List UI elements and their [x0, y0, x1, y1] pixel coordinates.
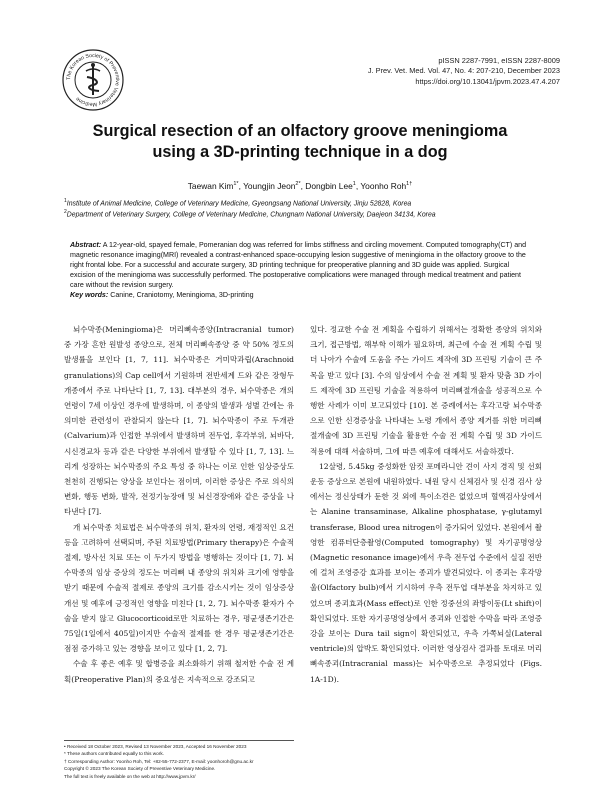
society-seal-icon	[62, 49, 124, 111]
footnote-corresponding: † Corresponding Author: Yoonho Roh, Tel: +82-55-772-2377, E-mail: yoonhoroh@gnu.ac.kr	[64, 758, 254, 764]
keywords	[70, 290, 530, 300]
author-sup: 1†	[406, 181, 413, 188]
body-column-left	[64, 322, 294, 687]
author-sup: 1	[352, 181, 356, 188]
affiliation-line	[64, 208, 560, 219]
footnote-copyright: Copyright © 2023 The Korean Society of Preventive Veterinary Medicine.	[64, 766, 216, 772]
abstract-body	[70, 240, 530, 290]
body-column-right	[310, 322, 542, 687]
issn-line: pISSN 2287-7991, eISSN 2287-8009	[438, 56, 560, 65]
body-paragraph: 뇌수막종(Meningioma)은 머리뼈속종양(Intracranial tumor) 중 가장 흔한 원발성 종양으로, 전체 머리뼈속종양 중 약 50% 정도의 발생률을 보인다 [1, 7, 11]. 뇌수막종은 거미막과립(Arachnoid granulations)의 Cap cell에서 기원하며 전반세계 드와 같은 장형두개종에서 주로 나타난다 [1, 7, 13]. 대부분의 경우, 뇌수막종은 개의 연령이 7세 이상인 경우에 발생하며, 이 종양의 발생과 성별 간에는 유의미한 관련성이 관찰되지 않는다 [1, 7]. 뇌수막종이 주로 두개관(Calvarium)과 인접한 부위에서 발생하며 전두엽, 후각부위, 뇌바닥, 시신경교차 등과 같은 다양한 부위에서 발생할 수 있다 [1, 7, 13]. 느리게 성장하는 뇌수막종의 주요 특성 중 하나는 이로 인한 임상증상도 천천히 진행되는 양상을 보인다는 점이며, 이러한 증상은 주로 의식의 변화, 행동 변화, 발작, 전정기능장애 및 뇌신경장애와 같은 증상을 나타낸다 [7].	[64, 325, 294, 517]
author-sup: 1*	[233, 181, 239, 188]
footnote-equal-contribution: * These authors contributed equally to this work.	[64, 751, 164, 757]
abstract-text: A 12-year-old, spayed female, Pomeranian dog was referred for limbs stiffness and circling movement. Computed tomography(CT) and magnetic resonance imaging(MRI) revealed a contrast-enhanced space-occupying lesion suggestive of meningioma in the olfactory groove to the right frontal lobe. For a successful and accurate surgery, 3D printing technique for preoperative planning and 3D guide was applied. Surgical excision of the meningioma was successfully performed. The postoperative complications were managed through medical treatment and patient care without the revision surgery.	[70, 241, 527, 289]
article-title	[40, 121, 560, 163]
keywords-label: Key words:	[70, 291, 109, 299]
body-paragraph: 있다. 정교한 수술 전 계획을 수립하기 위해서는 정확한 종양의 위치와 크기, 접근방법, 해부학 이해가 필요하며, 최근에 수술 전 계획 수립 및 더 나아가 수술에 도움을 주는 가이드 제작에 3D 프린팅 기술이 큰 주목을 받고 있다 [3]. 수의 임상에서 수술 전 계획 및 환자 맞춤 3D 가이드 제작에 3D 프린팅 기술을 적용하여 머리뼈절개술을 성공적으로 수행한 사례가 이미 보고되었다 [10]. 본 증례에서는 후각고랑 뇌수막종으로 인한 신경증상을 나타내는 노령 개에서 종양 제거를 위한 머리뼈절개술에 3D 프린팅 기술을 활용한 수술 전 계획 수립 및 3D 가이드 적용에 대해 서술하며, 그에 따른 예후에 대해서도 서술하겠다.	[310, 325, 542, 456]
footnote-availability: The full text is freely available on the web at http://www.jpvm.kr/	[64, 773, 196, 779]
citation-line: J. Prev. Vet. Med. Vol. 47, No. 4: 207-210, December 2023	[367, 66, 560, 76]
author-name: Taewan Kim	[187, 181, 234, 191]
footnote-received: • Received 18 October 2023, Revised 13 November 2023, Accepted 16 November 2023	[64, 744, 247, 749]
society-logo	[62, 49, 124, 111]
affiliation-text: Institute of Animal Medicine, College of Veterinary Medicine, Gyeongsang National University, Jinju 52828, Korea	[66, 200, 412, 208]
logo-ring-text: The Korean Society of Preventive Veterinary Medicine	[65, 52, 121, 108]
abstract	[70, 240, 530, 300]
author-list: Taewan Kim$^{1*}$, Youngjin Jeon$^{2*}$, Dongbin Lee$^1$, Yoonho Roh$^{1\dagger}$	[187, 181, 413, 191]
author-name: Youngjin Jeon	[243, 181, 296, 191]
abstract-label: Abstract:	[70, 241, 102, 249]
body-paragraph: 12살령, 5.45kg 중성화한 암컷 포메라니안 견이 사지 경직 및 선회운동 증상으로 본원에 내원하였다. 내원 당시 신체검사 및 신경 검사 상에서는 정신상태가 둔한 것 외에 특이소견은 없었으며 혈액검사상에서는 Alanine transaminase, Alkaline phosphatase, γ-glutamyl transferase, Blood urea nitrogen이 증가되어 있었다. 본원에서 촬영한 컴퓨터단층촬영(Computed tomography) 및 자기공명영상(Magnetic resonance image)에서 우측 전두엽 수준에서 실질 전반에 걸쳐 조영증강 효과를 보이는 종괴가 발견되었다. 이 종괴는 후각망울(Olfactory bulb)에서 기시하여 우측 전두엽 대부분을 차지하고 있었으며 종괴효과(Mass effect)로 인한 정중선의 좌방이동(Lt shift)이 확인되었다. 또한 자기공명영상에서 종괴와 인접한 수막을 따라 조영증강을 보이는 Dura tail sign이 확인되었고, 우측 가쪽뇌실(Lateral ventricle)의 압박도 확인되었다. 이러한 영상검사 결과를 토대로 머리뼈속종괴(Intracranial mass)는 뇌수막종으로 추정되었다 (Figs. 1A-1D).	[310, 461, 542, 684]
affiliation-sup: 1	[64, 198, 67, 204]
title-line-2: using a 3D-printing technique in a dog	[152, 143, 448, 161]
keywords-text: Canine, Craniotomy, Meningioma, 3D-printing	[110, 291, 254, 299]
affiliation-sup: 2	[64, 209, 67, 216]
affiliations	[64, 197, 560, 220]
journal-info	[368, 56, 560, 87]
footnote-divider	[64, 740, 294, 741]
author-name: Yoonho Roh	[360, 181, 407, 191]
doi-link[interactable]: https://doi.org/10.13041/jpvm.2023.47.4.207	[415, 76, 560, 86]
affiliation-text: Department of Veterinary Surgery, College of Veterinary Medicine, Chungnam National University, Daejeon 34134, Korea	[66, 211, 436, 219]
title-line-1: Surgical resection of an olfactory groove meningioma	[92, 122, 508, 140]
author-sup: 2*	[295, 181, 301, 188]
author-name: Dongbin Lee	[305, 181, 353, 191]
affiliation-line	[64, 197, 560, 208]
body-paragraph: 수술 후 좋은 예후 및 합병증을 최소화하기 위해 철저한 수술 전 계획(Preoperative Plan)의 중요성은 지속적으로 강조되고	[64, 659, 294, 684]
footnotes	[64, 743, 304, 780]
body-paragraph: 개 뇌수막종 치료법은 뇌수막종의 위치, 환자의 연령, 재정적인 요건 등을 고려하여 선택되며, 주된 치료방법(Primary therapy)은 수술적 절제, 방사선 치료 또는 이 두가지 방법을 병행하는 것이다 [1, 7]. 뇌수막종의 임상 증상의 정도는 머리뼈 내 종양의 위치와 크기에 영향을 받기 때문에 수술적 절제로 종양의 크기를 감소시키는 것이 임상증상 개선 및 예후에 긍정적인 영향을 미친다 [1, 2, 7]. 뇌수막종 환자가 수술을 받지 않고 Glucocorticoid로만 치료하는 경우, 평균생존기간은 75일(1일에서 405일)이지만 수술적 절제를 한 경우 평균생존기간은 점점 증가하고 있는 경향을 보이고 있다 [1, 2, 7].	[64, 522, 294, 654]
